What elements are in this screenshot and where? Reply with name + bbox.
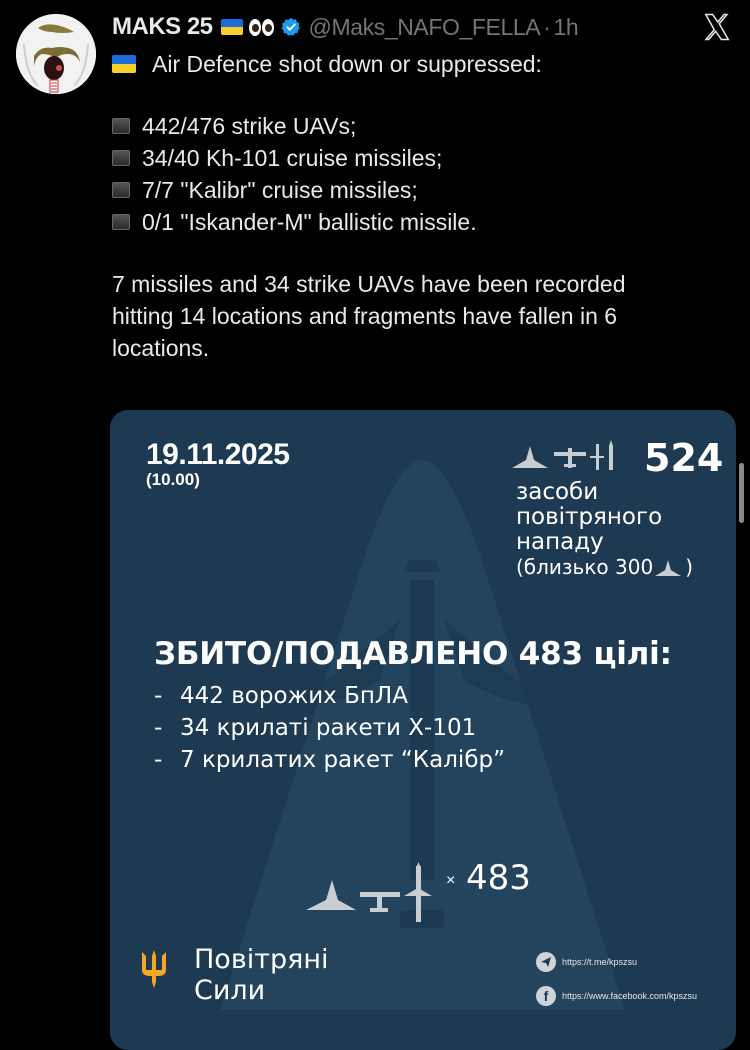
author-handle[interactable]: @Maks_NAFO_FELLA: [308, 13, 541, 40]
list-item: [112, 142, 730, 174]
org-line: Повітряні: [194, 944, 329, 975]
destroyed-count: 483: [466, 858, 531, 898]
list-item: [112, 110, 730, 142]
scrollbar[interactable]: [739, 463, 744, 523]
list-item-text: 7/7 "Kalibr" cruise missiles;: [142, 177, 418, 203]
destroyed-item-text: 34 крилаті ракети Х-101: [180, 715, 477, 741]
drone-icon: [655, 560, 681, 576]
media-image[interactable]: [110, 410, 736, 1050]
x-logo-icon[interactable]: [702, 12, 732, 42]
square-bullet-icon: [112, 182, 130, 198]
report-date: 19.11.2025: [146, 438, 290, 471]
summary-line: locations.: [112, 335, 210, 361]
list-item-text: 0/1 "Iskander-M" ballistic missile.: [142, 209, 477, 235]
multiplier-sign: ×: [446, 872, 456, 889]
destroyed-item: [154, 712, 505, 744]
timestamp[interactable]: 1h: [553, 13, 579, 40]
destroyed-item-text: 7 крилатих ракет “Калібр”: [180, 747, 506, 773]
dash: -: [154, 747, 163, 773]
means-line: повітряного: [516, 504, 663, 530]
destroyed-item: [154, 744, 505, 776]
list-item-text: 442/476 strike UAVs;: [142, 113, 357, 139]
summary-line: 7 missiles and 34 strike UAVs have been recorded: [112, 271, 626, 297]
intro-text: Air Defence shot down or suppressed:: [152, 51, 542, 77]
approx-close: ): [685, 555, 693, 579]
square-bullet-icon: [112, 150, 130, 166]
approx-text: (близько 300: [516, 555, 654, 579]
dash: -: [154, 715, 163, 741]
separator-dot: ·: [543, 13, 551, 40]
ukraine-flag-icon: [112, 55, 136, 73]
destroyed-list: [154, 680, 505, 776]
telegram-icon: [536, 952, 556, 972]
ukraine-flag-icon: [221, 19, 243, 35]
avatar-image: [16, 14, 96, 94]
means-line: засоби: [516, 479, 599, 505]
trident-icon: [140, 948, 168, 988]
social-links: [536, 952, 697, 1020]
square-bullet-icon: [112, 214, 130, 230]
destroyed-item: [154, 680, 505, 712]
eyes-icon: [249, 19, 274, 36]
telegram-url: https://t.me/kpszsu: [562, 957, 638, 967]
list-item: [112, 206, 730, 238]
report-time: (10.00): [146, 470, 200, 489]
approx-drones: [516, 555, 693, 580]
facebook-icon: f: [536, 986, 556, 1006]
means-line: нападу: [516, 529, 604, 555]
list-item-text: 34/40 Kh-101 cruise missiles;: [142, 145, 443, 171]
telegram-link: [536, 952, 697, 972]
attack-means-icons: [512, 440, 622, 470]
intro-line: [112, 48, 730, 80]
dash: -: [154, 683, 163, 709]
org-line: Сили: [194, 975, 266, 1006]
destroyed-means-icons: [306, 862, 436, 922]
attack-means-label: [516, 480, 693, 580]
list-item: [112, 174, 730, 206]
verified-badge-icon[interactable]: [281, 17, 301, 37]
destroyed-headline: ЗБИТО/ПОДАВЛЕНО 483 цілі:: [154, 636, 672, 672]
organization-name: [194, 944, 329, 1006]
summary-line: hitting 14 locations and fragments have fallen in 6: [112, 303, 618, 329]
square-bullet-icon: [112, 118, 130, 134]
tweet-body: [112, 48, 730, 364]
tweet-header: [112, 10, 730, 44]
facebook-link: [536, 986, 697, 1006]
total-attack-count: 524: [644, 436, 724, 480]
destroyed-item-text: 442 ворожих БпЛА: [180, 683, 408, 709]
avatar[interactable]: [16, 14, 96, 94]
facebook-url: https://www.facebook.com/kpszsu: [562, 991, 698, 1001]
display-name[interactable]: MAKS 25: [112, 13, 213, 40]
